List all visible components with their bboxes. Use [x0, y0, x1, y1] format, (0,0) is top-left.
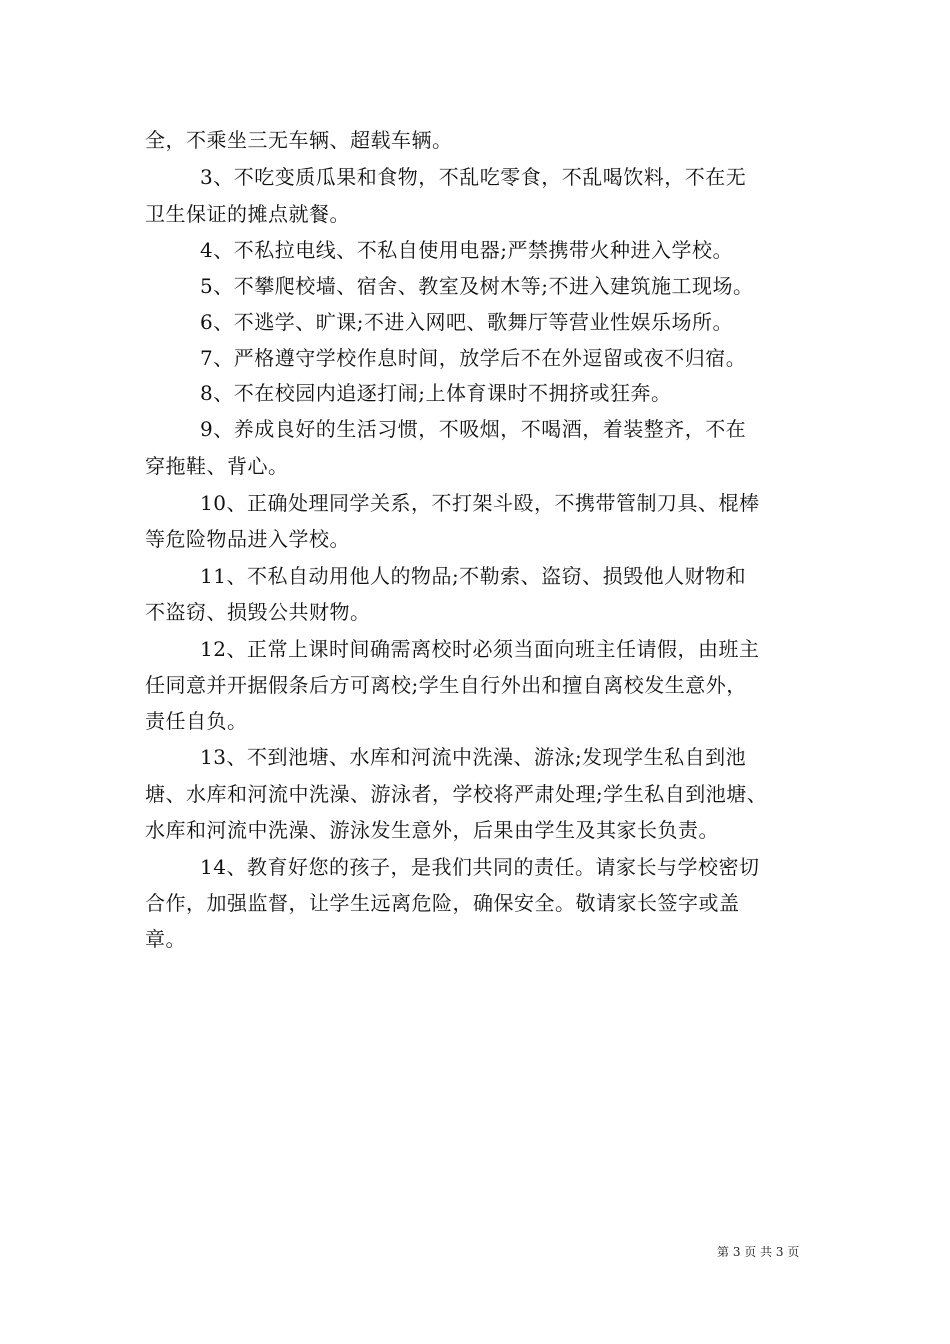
text-line: 3、不吃变质瓜果和食物，不乱吃零食，不乱喝饮料，不在无 [200, 165, 747, 189]
text-line: 章。 [145, 927, 186, 951]
page-number: 第 3 页 共 3 页 [717, 1245, 800, 1259]
text-line: 14、教育好您的孩子，是我们共同的责任。请家长与学校密切 [200, 855, 760, 879]
text-line: 全，不乘坐三无车辆、超载车辆。 [145, 128, 453, 152]
text-line: 6、不逃学、旷课;不进入网吧、歌舞厅等营业性娱乐场所。 [200, 310, 733, 334]
text-line: 13、不到池塘、水库和河流中洗澡、游泳;发现学生私自到池 [200, 745, 747, 769]
text-line: 11、不私自动用他人的物品;不勒索、盗窃、损毁他人财物和 [200, 564, 747, 588]
text-line: 12、正常上课时间确需离校时必须当面向班主任请假，由班主 [200, 637, 760, 661]
text-line: 卫生保证的摊点就餐。 [145, 202, 350, 226]
text-line: 穿拖鞋、背心。 [145, 454, 289, 478]
text-line: 9、养成良好的生活习惯，不吸烟，不喝酒，着装整齐，不在 [200, 417, 747, 441]
text-line: 责任自负。 [145, 709, 248, 733]
text-line: 塘、水库和河流中洗澡、游泳者，学校将严肃处理;学生私自到池塘、 [145, 782, 768, 806]
text-line: 不盗窃、损毁公共财物。 [145, 600, 371, 624]
text-line: 任同意并开据假条后方可离校;学生自行外出和擅自离校发生意外， [145, 673, 747, 697]
text-line: 4、不私拉电线、不私自使用电器;严禁携带火种进入学校。 [200, 238, 733, 262]
text-line: 水库和河流中洗澡、游泳发生意外，后果由学生及其家长负责。 [145, 818, 719, 842]
text-line: 合作，加强监督，让学生远离危险，确保安全。敬请家长签字或盖 [145, 891, 740, 915]
text-line: 7、严格遵守学校作息时间，放学后不在外逗留或夜不归宿。 [200, 346, 747, 370]
text-line: 5、不攀爬校墙、宿舍、教室及树木等;不进入建筑施工现场。 [200, 274, 754, 298]
text-line: 等危险物品进入学校。 [145, 527, 350, 551]
text-line: 8、不在校园内追逐打闹;上体育课时不拥挤或狂奔。 [200, 381, 672, 405]
text-line: 10、正确处理同学关系，不打架斗殴，不携带管制刀具、棍棒 [200, 491, 760, 515]
